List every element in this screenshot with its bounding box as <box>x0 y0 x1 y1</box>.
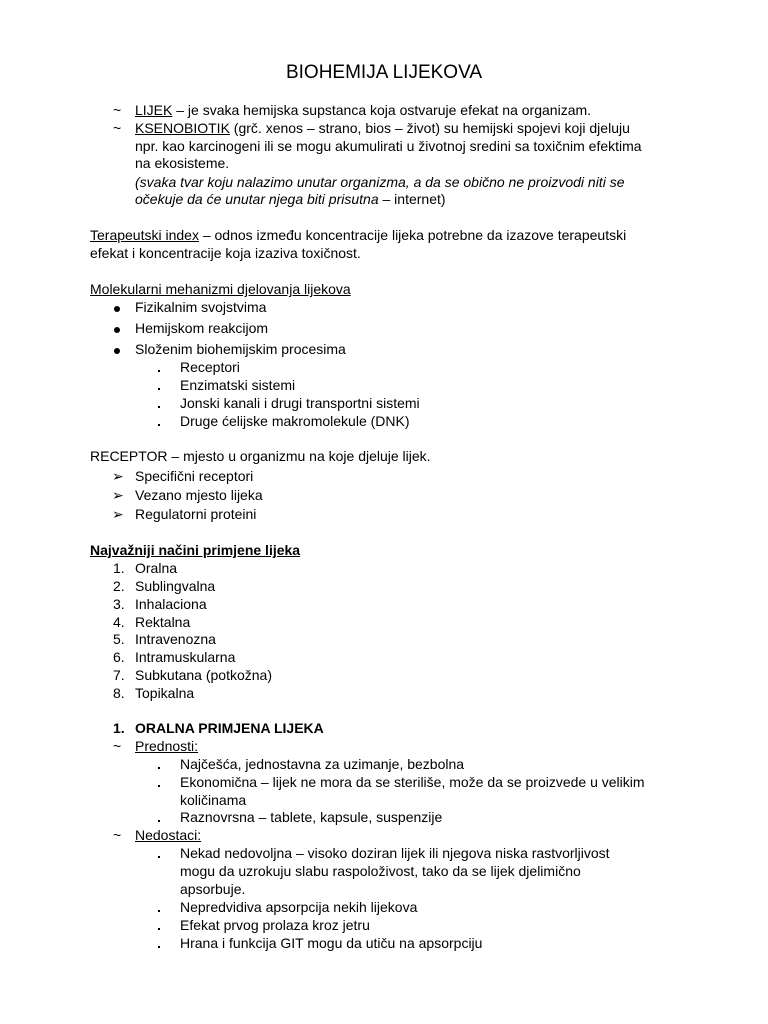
sub-list-item: Raznovrsna – tablete, kapsule, suspenzije <box>180 809 443 825</box>
list-item: Hemijskom reakcijom <box>135 320 269 336</box>
sub-list-item: Druge ćelijske makromolekule (DNK) <box>180 413 410 429</box>
arrow-marker: ➢ <box>112 487 124 503</box>
sub-bullet-marker <box>158 394 160 412</box>
tilde-marker: ~ <box>113 738 122 754</box>
list-item: Oralna <box>135 560 178 576</box>
sub-bullet-marker <box>158 376 160 394</box>
note-italic: očekuje da će unutar njega biti prisutna <box>135 191 379 207</box>
sub-bullet-marker <box>158 412 160 430</box>
ksenobiotik-line: na ekosisteme. <box>135 155 230 171</box>
sub-bullet-marker <box>158 358 160 376</box>
list-number: 4. <box>113 614 125 630</box>
tilde-marker: ~ <box>113 120 122 136</box>
list-item: Intravenozna <box>135 631 216 647</box>
list-number: 7. <box>113 667 125 683</box>
list-item: Vezano mjesto lijeka <box>135 487 263 503</box>
sub-bullet-marker <box>158 898 160 916</box>
sub-list-item-cont: količinama <box>180 792 247 808</box>
ksenobiotik-text: (grč. xenos – strano, bios – život) su hemijski spojevi koji djeluju <box>229 120 630 136</box>
arrow-marker: ➢ <box>112 506 124 522</box>
ksenobiotik-line: npr. kao karcinogeni ili se mogu akumulirati u životnoj sredini sa toxičnim efektima <box>135 138 642 154</box>
bullet-marker <box>114 340 120 358</box>
sub-bullet-marker <box>158 844 160 862</box>
terapeutski-text: – odnos između koncentracije lijeka potrebne da izazove terapeutski <box>198 227 627 243</box>
ksenobiotik-term: KSENOBIOTIK <box>135 120 230 136</box>
terapeutski-line: efekat i koncentracije koja izaziva toxičnost. <box>90 245 361 261</box>
lijek-term: LIJEK <box>135 102 173 118</box>
sub-list-item: Nepredvidiva apsorpcija nekih lijekova <box>180 899 418 915</box>
list-item: Sublingvalna <box>135 578 216 594</box>
sub-list-item: Efekat prvog prolaza kroz jetru <box>180 917 370 933</box>
terapeutski-index <box>90 226 626 244</box>
receptor-definition: RECEPTOR – mjesto u organizmu na koje djeluje lijek. <box>90 448 431 464</box>
sub-bullet-marker <box>158 934 160 952</box>
sub-list-item: Enzimatski sistemi <box>180 377 296 393</box>
list-number: 3. <box>113 596 125 612</box>
sub-list-item-cont: mogu da uzrokuju slabu raspoloživost, tako da se lijek djelimično <box>180 863 581 879</box>
bullet-marker <box>114 319 120 337</box>
list-number: 1. <box>113 560 125 576</box>
list-item: Fizikalnim svojstvima <box>135 299 267 315</box>
mehanizmi-heading: Molekularni mehanizmi djelovanja lijekova <box>90 281 351 297</box>
sub-list-item: Jonski kanali i drugi transportni sistemi <box>180 395 420 411</box>
list-item: Specifični receptori <box>135 468 254 484</box>
list-item: Regulatorni proteini <box>135 506 257 522</box>
list-number: 2. <box>113 578 125 594</box>
list-item: Topikalna <box>135 685 195 701</box>
note-line <box>135 190 446 208</box>
sub-list-item: Najčešća, jednostavna za uzimanje, bezbolna <box>180 756 465 772</box>
page-title: BIOHEMIJA LIJEKOVA <box>285 62 483 83</box>
note-line: (svaka tvar koju nalazimo unutar organizma, a da se obično ne proizvodi niti se <box>135 174 625 190</box>
list-number: 8. <box>113 685 125 701</box>
nedostaci-label: Nedostaci: <box>135 827 202 843</box>
sub-bullet-marker <box>158 916 160 934</box>
list-item: Intramuskularna <box>135 649 236 665</box>
prednosti-label: Prednosti: <box>135 738 199 754</box>
arrow-marker: ➢ <box>112 468 124 484</box>
sub-bullet-marker <box>158 755 160 773</box>
sub-list-item: Nekad nedovoljna – visoko doziran lijek ili njegova niska rastvorljivost <box>180 845 610 861</box>
list-item: Rektalna <box>135 614 191 630</box>
list-item: Inhalaciona <box>135 596 207 612</box>
sub-list-item: Hrana i funkcija GIT mogu da utiču na apsorpciju <box>180 935 483 951</box>
oralna-heading: ORALNA PRIMJENA LIJEKA <box>135 720 324 736</box>
section-number: 1. <box>113 720 125 736</box>
bullet-marker <box>114 298 120 316</box>
sub-list-item-cont: apsorbuje. <box>180 881 246 897</box>
list-item: Složenim biohemijskim procesima <box>135 341 346 357</box>
tilde-marker: ~ <box>113 102 122 118</box>
list-number: 6. <box>113 649 125 665</box>
sub-bullet-marker <box>158 808 160 826</box>
note-source: – internet) <box>378 191 446 207</box>
nacini-heading: Najvažniji načini primjene lijeka <box>90 542 301 558</box>
sub-bullet-marker <box>158 773 160 791</box>
lijek-def-text: – je svaka hemijska supstanca koja ostvaruje efekat na organizam. <box>172 102 592 118</box>
sub-list-item: Ekonomična – lijek ne mora da se steriliše, može da se proizvede u velikim <box>180 774 645 790</box>
lijek-definition <box>135 101 591 119</box>
sub-list-item: Receptori <box>180 359 240 375</box>
terapeutski-term: Terapeutski index <box>90 227 199 243</box>
list-number: 5. <box>113 631 125 647</box>
tilde-marker: ~ <box>113 827 122 843</box>
list-item: Subkutana (potkožna) <box>135 667 272 683</box>
ksenobiotik-definition <box>135 119 630 137</box>
